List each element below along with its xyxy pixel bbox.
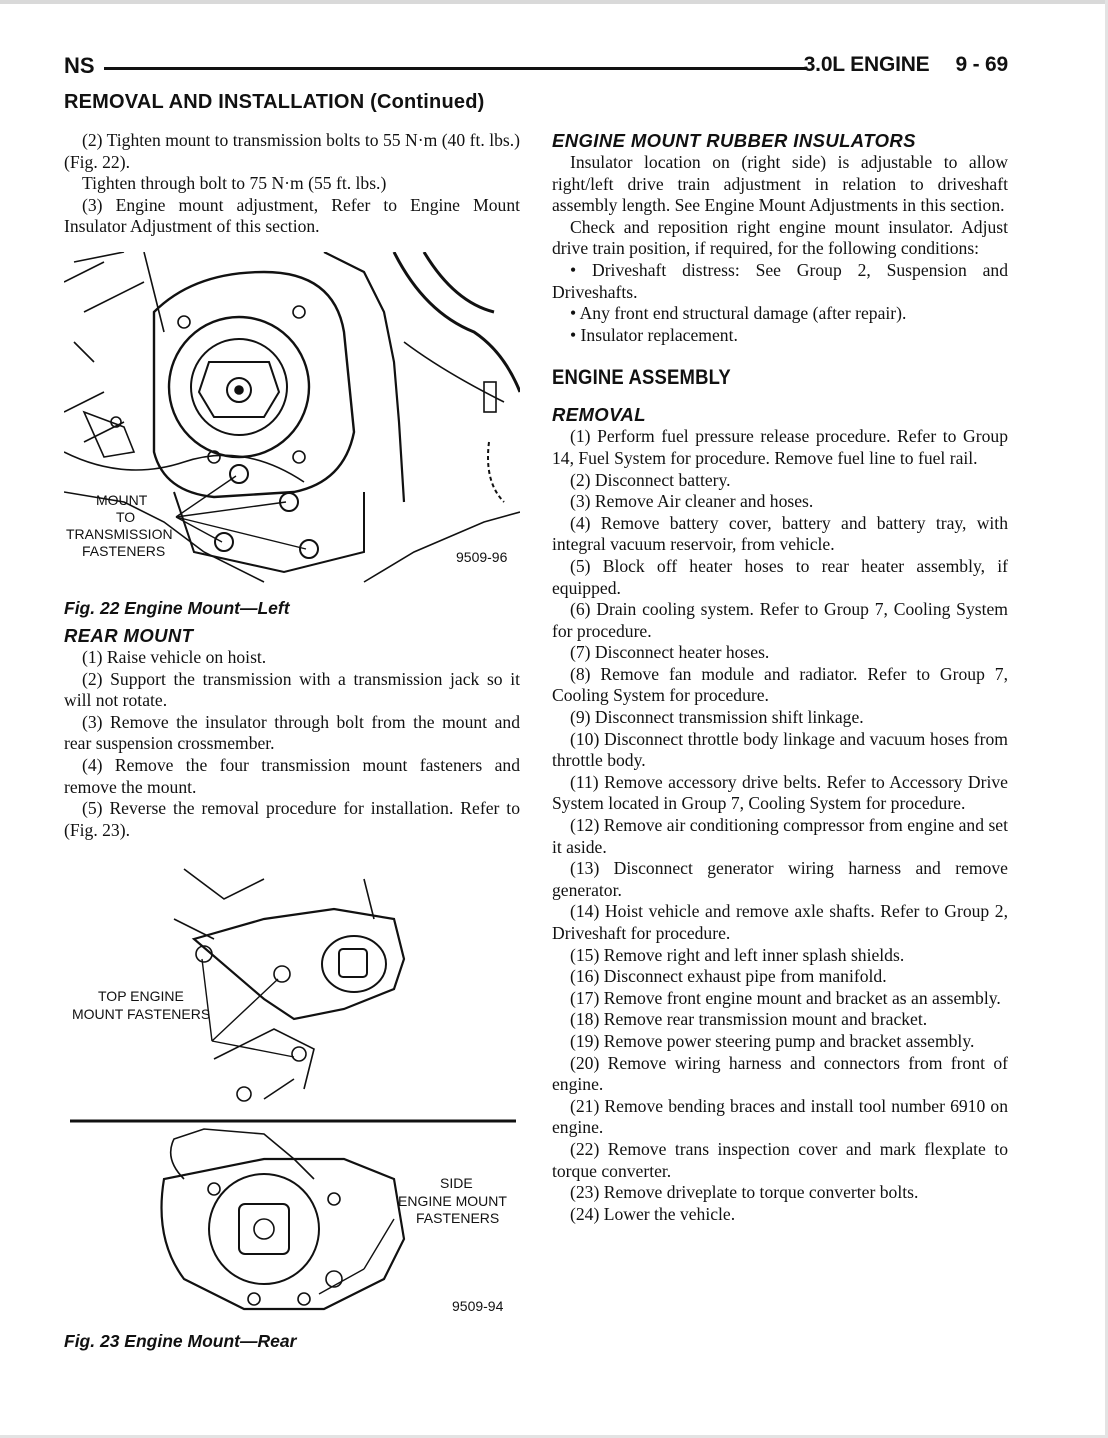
fig23-code: 9509-94	[452, 1298, 504, 1315]
removal-step: (14) Hoist vehicle and remove axle shafts. Refer to Group 2, Driveshaft for procedure.	[552, 901, 1008, 943]
removal-step: (2) Disconnect battery.	[570, 469, 731, 490]
removal-step: (15) Remove right and left inner splash shields.	[570, 944, 905, 965]
left-intro-paragraphs	[64, 130, 520, 238]
rear-mount-step: (4) Remove the four transmission mount fasteners and remove the mount.	[64, 754, 520, 797]
removal-step: (20) Remove wiring harness and connectors from front of engine.	[552, 1052, 1008, 1095]
intro-paragraph: (2) Tighten mount to transmission bolts to 55 N·m (40 ft. lbs.) (Fig. 22).	[64, 130, 520, 172]
removal-step: (1) Perform fuel pressure release procedure. Refer to Group 14, Fuel System for procedure. Remove fuel line to fuel rail.	[552, 426, 1008, 468]
removal-step: (18) Remove rear transmission mount and bracket.	[570, 1009, 928, 1030]
removal-step: (9) Disconnect transmission shift linkage.	[570, 707, 864, 728]
header-left-label: NS	[64, 53, 95, 78]
header-rule	[104, 67, 806, 70]
rear-mount-steps	[64, 647, 520, 841]
insulators-heading: ENGINE MOUNT RUBBER INSULATORS	[552, 130, 916, 151]
header-chapter-title: 3.0L ENGINE	[803, 53, 930, 76]
rear-mount-step: (2) Support the transmission with a transmission jack so it will not rotate.	[64, 668, 520, 711]
intro-paragraph: Tighten through bolt to 75 N·m (55 ft. lbs.)	[82, 173, 387, 194]
removal-step: (13) Disconnect generator wiring harness and remove generator.	[552, 858, 1008, 900]
fig22-callout-line4: FASTENERS	[82, 542, 166, 559]
removal-step: (10) Disconnect throttle body linkage and vacuum hoses from throttle body.	[552, 728, 1008, 771]
removal-step: (19) Remove power steering pump and bracket assembly.	[570, 1030, 975, 1051]
fig22-callout-line3: TRANSMISSION	[66, 525, 173, 542]
insulators-bullets	[552, 260, 1008, 346]
rear-mount-step: (1) Raise vehicle on hoist.	[82, 646, 267, 667]
figure-23	[64, 859, 520, 1352]
removal-step: (3) Remove Air cleaner and hoses.	[570, 491, 814, 512]
fig23-side-callout-line3: FASTENERS	[416, 1210, 500, 1227]
removal-step: (16) Disconnect exhaust pipe from manifold.	[570, 966, 887, 987]
right-column	[552, 130, 1008, 1225]
removal-step: (24) Lower the vehicle.	[570, 1203, 736, 1224]
removal-step: (8) Remove fan module and radiator. Refer to Group 7, Cooling System for procedure.	[552, 663, 1008, 706]
engine-mount-rear-illustration	[64, 859, 520, 1329]
fig22-callout-line2: TO	[116, 508, 136, 525]
fig22-callout-line1: MOUNT	[96, 491, 148, 508]
rear-mount-heading: REAR MOUNT	[64, 624, 194, 646]
page-top-edge	[0, 0, 1108, 4]
removal-step: (4) Remove battery cover, battery and battery tray, with integral vacuum reservoir, from vehicle.	[552, 512, 1008, 555]
removal-step: (7) Disconnect heater hoses.	[570, 642, 770, 663]
bullet-item: • Any front end structural damage (after repair).	[570, 303, 907, 324]
removal-step: (21) Remove bending braces and install tool number 6910 on engine.	[552, 1095, 1008, 1138]
removal-step: (23) Remove driveplate to torque converter bolts.	[570, 1182, 919, 1203]
removal-step: (5) Block off heater hoses to rear heater assembly, if equipped.	[552, 555, 1008, 598]
removal-step: (11) Remove accessory drive belts. Refer to Accessory Drive System located in Group 7, Cooling System for procedure.	[552, 771, 1008, 814]
rear-mount-step: (5) Reverse the removal procedure for installation. Refer to (Fig. 23).	[64, 798, 520, 840]
fig23-caption: Fig. 23 Engine Mount—Rear	[64, 1331, 297, 1352]
engine-mount-left-illustration	[64, 252, 520, 592]
header-right	[804, 53, 1008, 77]
removal-step: (6) Drain cooling system. Refer to Group 7, Cooling System for procedure.	[552, 599, 1008, 641]
insulators-paragraphs	[552, 152, 1008, 260]
removal-step: (17) Remove front engine mount and bracket as an assembly.	[570, 987, 1001, 1008]
insulator-paragraph: Check and reposition right engine mount insulator. Adjust drive train position, if required, for the following conditions:	[552, 216, 1008, 259]
section-title: REMOVAL AND INSTALLATION (Continued)	[64, 91, 485, 113]
left-column	[64, 130, 520, 1352]
removal-step: (22) Remove trans inspection cover and mark flexplate to torque converter.	[552, 1138, 1008, 1181]
fig23-top-callout-line1: TOP ENGINE	[98, 988, 184, 1005]
removal-steps	[552, 426, 1008, 1225]
removal-step: (12) Remove air conditioning compressor from engine and set it aside.	[552, 815, 1008, 857]
fig22-caption: Fig. 22 Engine Mount—Left	[64, 597, 290, 618]
bullet-item: • Insulator replacement.	[570, 324, 738, 345]
fig23-top-callout-line2: MOUNT FASTENERS	[72, 1006, 211, 1023]
engine-assembly-heading: ENGINE ASSEMBLY	[552, 366, 731, 390]
figure-22	[64, 252, 520, 619]
removal-heading: REMOVAL	[552, 404, 646, 426]
insulator-paragraph: Insulator location on (right side) is adjustable to allow right/left drive train adjustment in relation to driveshaft assembly length. See Engine Mount Adjustments in this section.	[552, 152, 1008, 216]
fig22-code: 9509-96	[456, 548, 508, 565]
rear-mount-step: (3) Remove the insulator through bolt from the mount and rear suspension crossmember.	[64, 711, 520, 754]
bullet-item: • Driveshaft distress: See Group 2, Suspension and Driveshafts.	[552, 259, 1008, 302]
fig23-side-callout-line2: ENGINE MOUNT	[398, 1193, 507, 1210]
fig23-side-callout-line1: SIDE	[440, 1175, 473, 1192]
header-page-number: 9 - 69	[955, 53, 1008, 76]
intro-paragraph: (3) Engine mount adjustment, Refer to Engine Mount Insulator Adjustment of this section.	[64, 194, 520, 237]
